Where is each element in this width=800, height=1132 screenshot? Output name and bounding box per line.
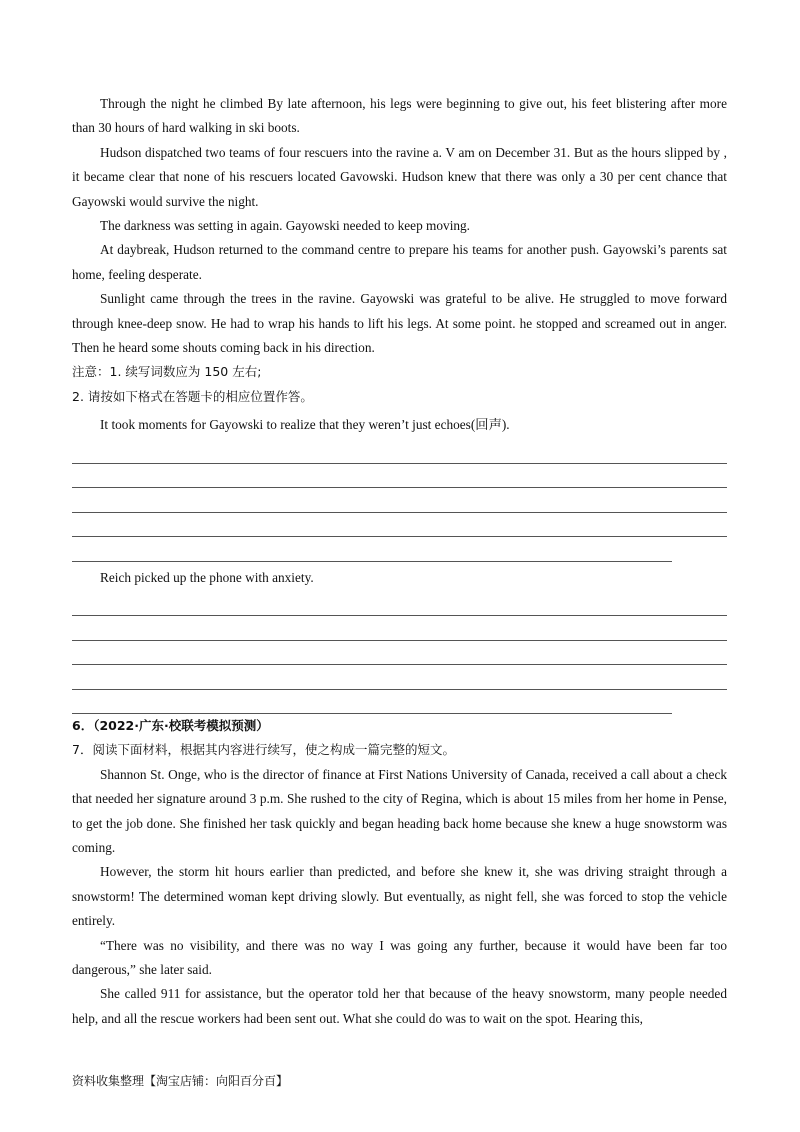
answer-lines-2 (72, 592, 727, 714)
passage-paragraph: Shannon St. Onge, who is the director of finance at First Nations University of Canada, received a call about a check that needed her signature around 3 p.m. She rushed to the city of Regina, which is about 15 miles from her home in Pense, to get the job done. She finished her task quickly and began heading back home because she knew a huge snowstorm was coming. (72, 766, 727, 856)
note-word-count: 注意：1. 续写词数应为 150 左右; (72, 364, 262, 380)
story-paragraph: Through the night he climbed By late afternoon, his legs were beginning to give out, his feet blistering after more than 30 hours of hard walking in ski boots. (72, 96, 727, 136)
story-paragraph: Sunlight came through the trees in the ravine. Gayowski was grateful to be alive. He struggled to move forward through knee-deep snow. He had to wrap his hands to lift his legs. At some point. he stopped and screamed out in anger. Then he heard some shouts coming back in his direction. (72, 291, 727, 356)
answer-lines-1 (72, 440, 727, 562)
story-paragraph: The darkness was setting in again. Gayowski needed to keep moving. (100, 218, 471, 234)
answer-line[interactable] (72, 464, 727, 488)
answer-line[interactable] (72, 665, 727, 689)
answer-line[interactable] (72, 488, 727, 512)
answer-line[interactable] (72, 440, 727, 464)
answer-line[interactable] (72, 513, 727, 537)
passage-paragraph: “There was no visibility, and there was no way I was going any further, because it would have been far too dangerous,” she later said. (72, 937, 727, 978)
answer-line[interactable] (72, 537, 672, 561)
answer-line[interactable] (72, 690, 672, 714)
answer-line[interactable] (72, 616, 727, 640)
question-instruction: 7．阅读下面材料，根据其内容进行续写，使之构成一篇完整的短文。 (72, 742, 455, 758)
answer-line[interactable] (72, 592, 727, 616)
passage-paragraph: She called 911 for assistance, but the operator told her that because of the heavy snowstorm, many people needed help, and all the rescue workers had been sent out. What she could do was to wait on the spot. Hearing this, (72, 986, 727, 1026)
continuation-prompt-2: Reich picked up the phone with anxiety. (100, 569, 314, 585)
story-paragraph: At daybreak, Hudson returned to the command centre to prepare his teams for another push. Gayowski’s parents sat home, feeling desperate. (72, 242, 727, 282)
page-footer: 资料收集整理【淘宝店铺：向阳百分百】 (72, 1074, 289, 1088)
note-format: 2. 请按如下格式在答题卡的相应位置作答。 (72, 388, 313, 404)
story-paragraph: Hudson dispatched two teams of four rescuers into the ravine a. V am on December 31. But as the hours slipped by , it became clear that none of his rescuers located Gavowski. Hudson knew that there was only a 30 per cent chance that Gayowski would survive the night. (72, 144, 727, 209)
question-heading: 6．（2022·广东·校联考模拟预测） (72, 718, 269, 733)
continuation-prompt-1: It took moments for Gayowski to realize that they weren’t just echoes(回声). (100, 417, 510, 433)
passage-paragraph: However, the storm hit hours earlier than predicted, and before she knew it, she was driving straight through a snowstorm! The determined woman kept driving slowly. But eventually, as night fell, she was forced to stop the vehicle entirely. (72, 864, 727, 929)
document-page (72, 92, 727, 1031)
answer-line[interactable] (72, 641, 727, 665)
